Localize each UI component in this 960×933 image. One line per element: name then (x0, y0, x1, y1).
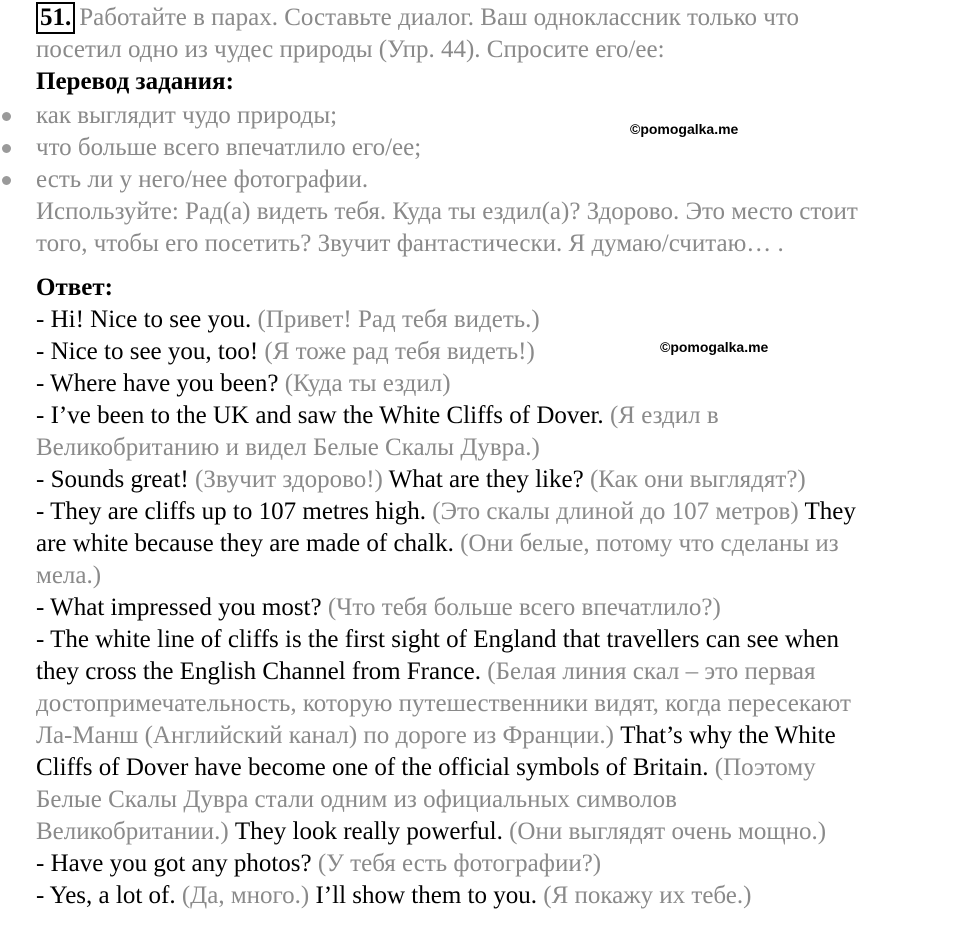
russian-translation: (Я тоже рад тебя видеть!) (258, 338, 535, 365)
exercise-number: 51. (36, 2, 75, 34)
english-text: - Nice to see you, too! (36, 338, 259, 365)
task-text: Работайте в парах. Составьте диалог. Ваш одноклассник только что (79, 4, 799, 31)
dialogue-line (36, 752, 956, 784)
use-phrases-line-1: Используйте: Рад(а) видеть тебя. Куда ты ездил(а)? Здорово. Это место стоит (36, 198, 858, 225)
russian-translation: Ла-Манш (Английский канал) по дороге из Франции.) (36, 722, 614, 749)
russian-translation: (Я покажу их тебе.) (537, 882, 752, 909)
english-text: - I’ve been to the UK and saw the White Cliffs of Dover. (36, 402, 604, 429)
russian-translation: (Да, много.) (175, 882, 310, 909)
english-text: - Where have you been? (36, 370, 279, 397)
task-line-2: посетил одно из чудес природы (Упр. 44). Спросите его/ее: (36, 36, 665, 63)
bullet-item (36, 164, 956, 196)
dialogue-line (36, 592, 956, 624)
dialogue-line (36, 464, 956, 496)
russian-translation: (Поэтому (708, 754, 816, 781)
dialogue-line (36, 496, 956, 528)
english-text: What are they like? (382, 466, 584, 493)
english-text: - What impressed you most? (36, 594, 322, 621)
bullet-icon (2, 176, 11, 185)
english-text: - They are cliffs up to 107 metres high. (36, 498, 426, 525)
use-phrases-line-2: того, чтобы его посетить? Звучит фантастически. Я думаю/считаю… . (36, 230, 784, 257)
dialogue-line (36, 880, 956, 912)
dialogue-line: мела.) (36, 562, 102, 589)
dialogue-line: достопримечательность, которую путешественники видят, когда пересекают (36, 690, 851, 717)
bullet-item (36, 100, 956, 132)
dialogue-line (36, 656, 956, 688)
dialogue-line (36, 400, 956, 432)
english-text: they cross the English Channel from France. (36, 658, 482, 685)
dialogue-line: Белые Скалы Дувра стали одним из официальных символов (36, 786, 677, 813)
russian-translation: (Они выглядят очень мощно.) (502, 818, 827, 845)
dialogue-line (36, 368, 956, 400)
watermark-text: ©pomogalka.me (630, 121, 739, 137)
watermark-text: ©pomogalka.me (660, 339, 769, 355)
bullet-item (36, 132, 956, 164)
task-bullet-list (36, 100, 956, 196)
dialogue-line (36, 336, 956, 368)
english-text: They look really powerful. (228, 818, 503, 845)
bullet-text: есть ли у него/нее фотографии. (36, 166, 369, 193)
bullet-icon (2, 144, 11, 153)
dialogue-line: - The white line of cliffs is the first sight of England that travellers can see when (36, 626, 840, 653)
dialogue-line: Великобританию и видел Белые Скалы Дувра.) (36, 434, 540, 461)
translation-heading: Перевод задания: (36, 68, 234, 95)
english-text: That’s why the White (613, 722, 836, 749)
dialogue-line (36, 528, 956, 560)
dialogue-line (36, 304, 956, 336)
answer-heading: Ответ: (36, 274, 113, 301)
russian-translation: (Белая линия скал – это первая (481, 658, 816, 685)
english-text: Cliffs of Dover have become one of the official symbols of Britain. (36, 754, 709, 781)
russian-translation: (Звучит здорово!) (188, 466, 383, 493)
russian-translation: Великобритании.) (36, 818, 229, 845)
english-text: They (798, 498, 856, 525)
russian-translation: (Привет! Рад тебя видеть.) (251, 306, 540, 333)
english-text: - Hi! Nice to see you. (36, 306, 252, 333)
english-text: - Sounds great! (36, 466, 189, 493)
russian-translation: (Куда ты ездил) (278, 370, 451, 397)
dialogue-line (36, 720, 956, 752)
exercise-page (36, 2, 956, 912)
russian-translation: (Как они выглядят?) (583, 466, 806, 493)
bullet-text: что больше всего впечатлило его/ее; (36, 134, 422, 161)
dialogue-line (36, 816, 956, 848)
russian-translation: (Это скалы длиной до 107 метров) (425, 498, 799, 525)
english-text: are white because they are made of chalk. (36, 530, 454, 557)
russian-translation: (Что тебя больше всего впечатлило?) (321, 594, 721, 621)
bullet-text: как выглядит чудо природы; (36, 102, 338, 129)
russian-translation: (У тебя есть фотографии?) (311, 850, 602, 877)
english-text: - Have you got any photos? (36, 850, 312, 877)
bullet-icon (2, 112, 11, 121)
dialogue (36, 304, 956, 912)
english-text: I’ll show them to you. (309, 882, 537, 909)
task-line-1 (36, 2, 956, 34)
russian-translation: (Я ездил в (603, 402, 719, 429)
russian-translation: (Они белые, потому что сделаны из (453, 530, 839, 557)
english-text: - Yes, a lot of. (36, 882, 176, 909)
dialogue-line (36, 848, 956, 880)
